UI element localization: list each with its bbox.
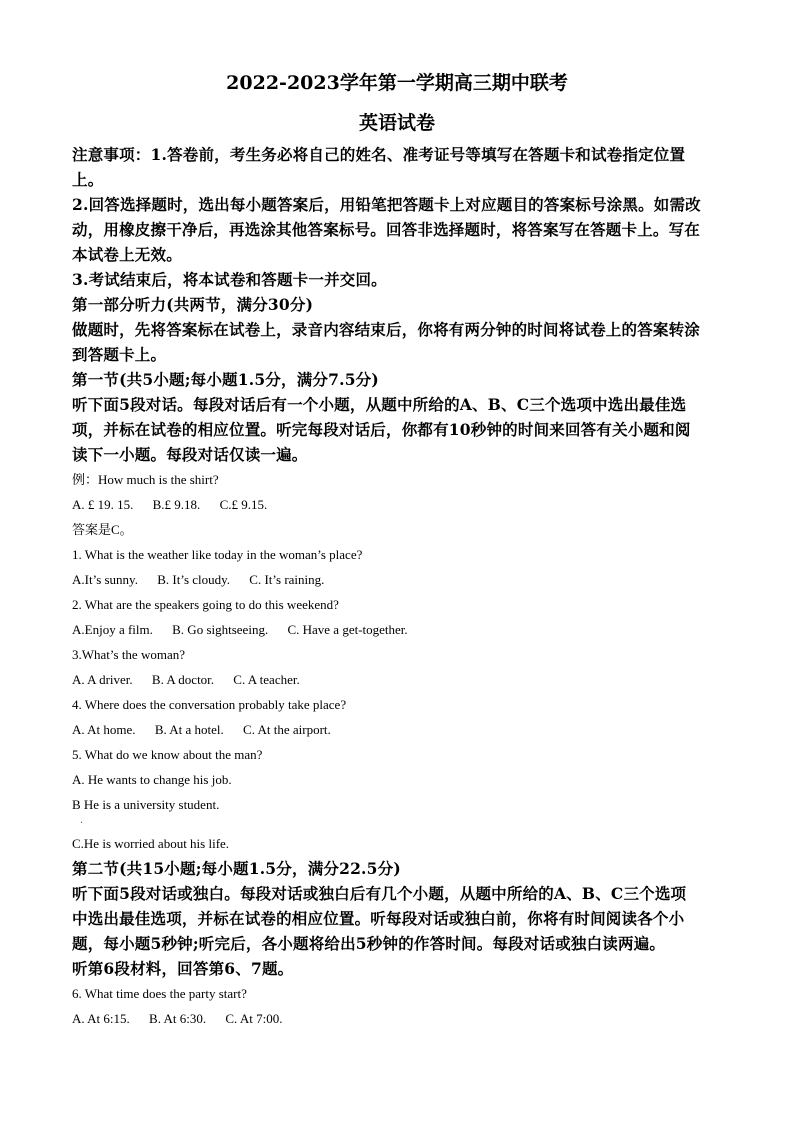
option-a: A.It’s sunny. [72, 572, 138, 587]
option-a: A. A driver. [72, 672, 133, 687]
notes-line: 2.回答选择题时，选出每小题答案后，用铅笔把答题卡上对应题目的答案标号涂黑。如需改 [72, 195, 701, 214]
option-b: B. A doctor. [151, 672, 215, 687]
material-6-heading: 听第6段材料，回答第6、7题。 [72, 959, 294, 978]
option-b: B. At a hotel. [154, 722, 224, 737]
option-b: B. At 6:30. [149, 1011, 207, 1026]
option-b: B. It’s cloudy. [157, 572, 231, 587]
question-4: 4. Where does the conversation probably take place? [72, 697, 347, 712]
question-1-options [72, 567, 722, 592]
option-c: C. At the airport. [243, 722, 331, 737]
question-5: 5. What do we know about the man? [72, 747, 263, 762]
option-a: A.Enjoy a film. [72, 622, 153, 637]
option-c: C. A teacher. [233, 672, 300, 687]
question-6: 6. What time does the party start? [72, 986, 247, 1001]
question-6-options [72, 1006, 722, 1031]
section2-heading: 第二节(共15小题;每小题1.5分，满分22.5分) [72, 859, 401, 878]
option-b: B.£ 9.18. [152, 497, 201, 512]
option-b: B. Go sightseeing. [172, 622, 269, 637]
section2-instruction: 中选出最佳选项，并标在试卷的相应位置。听每段对话或独白前，你将有时间阅读各个小 [72, 909, 685, 928]
example-answer: 答案是C。 [72, 522, 133, 537]
question-2: 2. What are the speakers going to do this weekend? [72, 597, 339, 612]
question-5-option-b: B He is a university student. [72, 797, 220, 812]
option-a: A. At home. [72, 722, 136, 737]
notes-line: 注意事项：1.答卷前，考生务必将自己的姓名、准考证号等填写在答题卡和试卷指定位置 [72, 145, 686, 164]
option-a: A. At 6:15. [72, 1011, 130, 1026]
exam-page [72, 70, 722, 1031]
question-5-option-a: A. He wants to change his job. [72, 772, 232, 787]
part1-instruction: 到答题卡上。 [72, 345, 167, 364]
part1-heading: 第一部分听力(共两节，满分30分) [72, 295, 314, 314]
example-question: 例：How much is the shirt? [72, 472, 219, 487]
question-2-options [72, 617, 722, 642]
question-1: 1. What is the weather like today in the woman’s place? [72, 547, 363, 562]
option-c: C. It’s raining. [249, 572, 325, 587]
page-subtitle: 英语试卷 [358, 112, 435, 134]
question-5-option-c: C.He is worried about his life. [72, 836, 230, 851]
question-3-options [72, 667, 722, 692]
section1-instruction: 读下一小题。每段对话仅读一遍。 [72, 445, 308, 464]
stray-dot: · [80, 818, 84, 829]
question-3: 3.What’s the woman? [72, 647, 185, 662]
example-options [72, 492, 722, 517]
section2-instruction: 题，每小题5秒钟;听完后，各小题将给出5秒钟的作答时间。每段对话或独白读两遍。 [72, 934, 666, 953]
notes-line: 3.考试结束后，将本试卷和答题卡一并交回。 [72, 270, 387, 289]
notes-line: 动，用橡皮擦干净后，再选涂其他答案标号。回答非选择题时，将答案写在答题卡上。写在 [72, 220, 701, 239]
option-c: C.£ 9.15. [219, 497, 268, 512]
section1-instruction: 项，并标在试卷的相应位置。听完每段对话后，你都有10秒钟的时间来回答有关小题和阅 [72, 420, 691, 439]
notes-line: 上。 [72, 170, 104, 189]
page-title: 2022-2023学年第一学期高三期中联考 [226, 72, 568, 94]
section2-instruction: 听下面5段对话或独白。每段对话或独白后有几个小题，从题中所给的A、B、C三个选项 [72, 884, 687, 903]
section1-heading: 第一节(共5小题;每小题1.5分，满分7.5分) [72, 370, 379, 389]
part1-instruction: 做题时，先将答案标在试卷上，录音内容结束后，你将有两分钟的时间将试卷上的答案转涂 [72, 320, 701, 339]
question-4-options [72, 717, 722, 742]
option-a: A. £ 19. 15. [72, 497, 134, 512]
notes-line: 本试卷上无效。 [72, 245, 182, 264]
option-c: C. Have a get-together. [287, 622, 408, 637]
section1-instruction: 听下面5段对话。每段对话后有一个小题，从题中所给的A、B、C三个选项中选出最佳选 [72, 395, 687, 414]
option-c: C. At 7:00. [225, 1011, 283, 1026]
